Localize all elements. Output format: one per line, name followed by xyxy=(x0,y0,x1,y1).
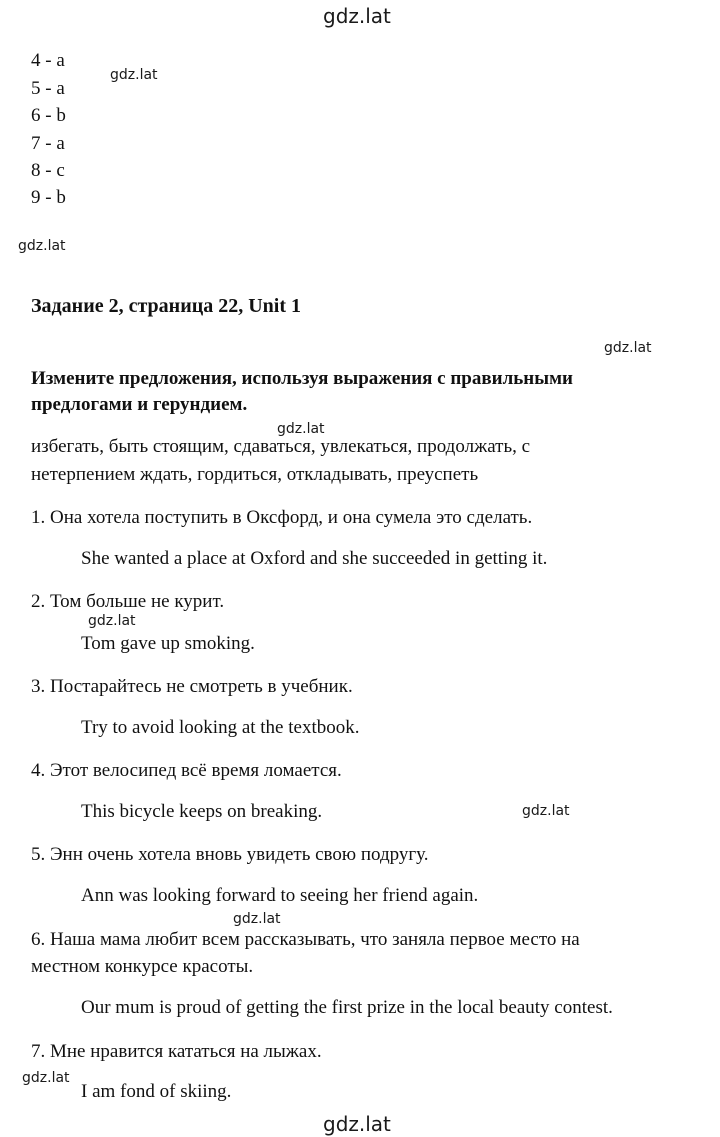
watermark-top: gdz.lat xyxy=(323,4,391,28)
answer-item: 7 - a xyxy=(31,133,65,154)
answer-item: 9 - b xyxy=(31,187,66,208)
question-2: 2. Том больше не курит. xyxy=(31,591,225,612)
question-6-continued: местном конкурсе красоты. xyxy=(31,956,254,977)
answer-2: Tom gave up smoking. xyxy=(81,633,255,654)
question-3: 3. Постарайтесь не смотреть в учебник. xyxy=(31,676,353,697)
watermark: gdz.lat xyxy=(110,67,158,83)
answer-item: 4 - a xyxy=(31,50,65,71)
word-list-line: избегать, быть стоящим, сдаваться, увлекаться, продолжать, с xyxy=(31,436,531,457)
watermark: gdz.lat xyxy=(522,803,570,819)
question-4: 4. Этот велосипед всё время ломается. xyxy=(31,760,342,781)
answer-1: She wanted a place at Oxford and she succeeded in getting it. xyxy=(81,548,548,569)
answer-item: 6 - b xyxy=(31,105,66,126)
question-1: 1. Она хотела поступить в Оксфорд, и она сумела это сделать. xyxy=(31,507,533,528)
watermark: gdz.lat xyxy=(22,1070,70,1086)
answer-item: 8 - c xyxy=(31,160,65,181)
answer-item: 5 - a xyxy=(31,78,65,99)
answer-5: Ann was looking forward to seeing her friend again. xyxy=(81,885,479,906)
watermark: gdz.lat xyxy=(88,613,136,629)
answer-6: Our mum is proud of getting the first prize in the local beauty contest. xyxy=(81,997,613,1018)
watermark-bottom: gdz.lat xyxy=(323,1112,391,1136)
question-6: 6. Наша мама любит всем рассказывать, что заняла первое место на xyxy=(31,929,580,950)
instruction-line: Измените предложения, используя выражения с правильными xyxy=(31,368,573,389)
answer-4: This bicycle keeps on breaking. xyxy=(81,801,323,822)
watermark: gdz.lat xyxy=(277,421,325,437)
task-heading: Задание 2, страница 22, Unit 1 xyxy=(31,295,302,317)
word-list-line: нетерпением ждать, гордиться, откладывать, преуспеть xyxy=(31,464,479,485)
watermark: gdz.lat xyxy=(233,911,281,927)
answer-3: Try to avoid looking at the textbook. xyxy=(81,717,360,738)
question-5: 5. Энн очень хотела вновь увидеть свою подругу. xyxy=(31,844,429,865)
watermark: gdz.lat xyxy=(18,238,66,254)
answer-7: I am fond of skiing. xyxy=(81,1081,232,1102)
question-7: 7. Мне нравится кататься на лыжах. xyxy=(31,1041,322,1062)
watermark: gdz.lat xyxy=(604,340,652,356)
instruction-line: предлогами и герундием. xyxy=(31,394,248,415)
